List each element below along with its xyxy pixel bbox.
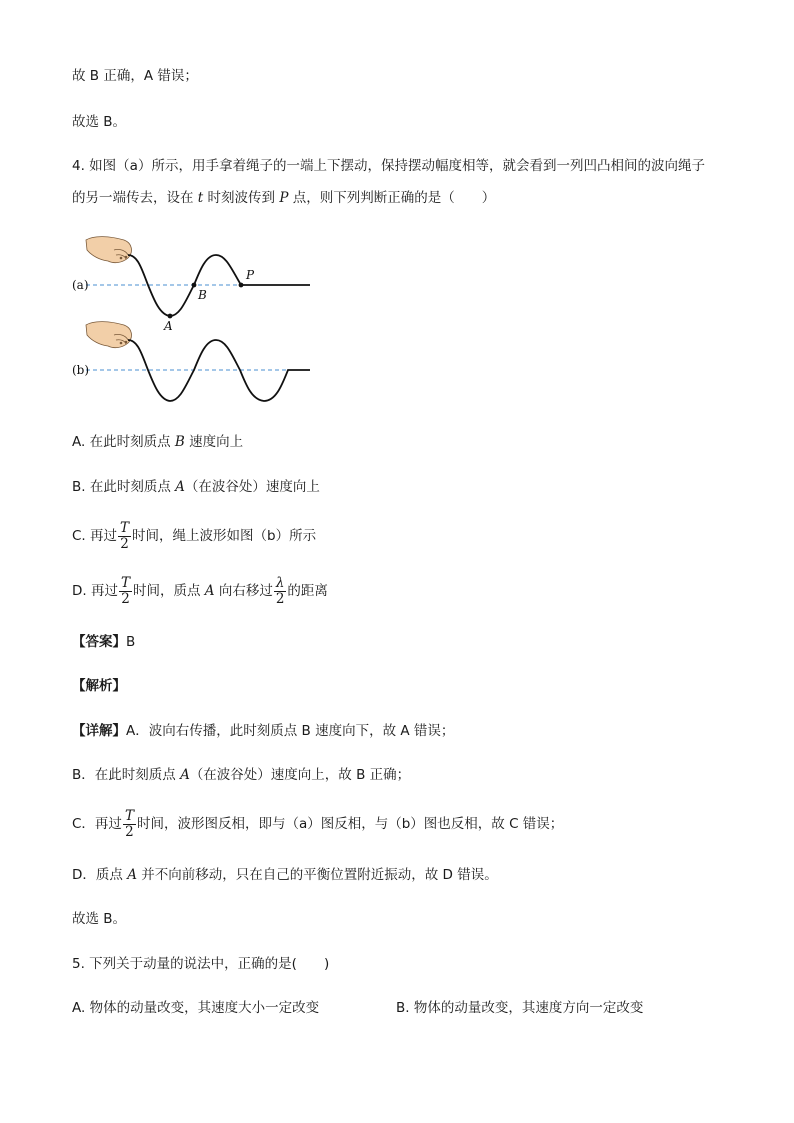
question-4-stem-line2 bbox=[72, 188, 495, 208]
analysis-text: 并不向前移动，只在自己的平衡位置附近振动，故 D 错误。 bbox=[136, 867, 498, 883]
hand-icon bbox=[86, 237, 131, 263]
option-text: 速度向上 bbox=[184, 434, 244, 450]
point-a-dot bbox=[168, 314, 173, 319]
var-a: A bbox=[175, 479, 185, 495]
option-text: 向右移过 bbox=[214, 583, 273, 599]
analysis-text: （在波谷处）速度向上，故 B 正确； bbox=[189, 767, 411, 783]
frac-den: 2 bbox=[120, 535, 129, 552]
text-line: 故 B 正确，A 错误； bbox=[72, 68, 198, 84]
frac-num: T bbox=[120, 519, 130, 536]
frac-num: T bbox=[124, 807, 134, 824]
option-text: A. 在此时刻质点 bbox=[72, 434, 175, 450]
var-a: A bbox=[180, 767, 190, 783]
detail-line-c bbox=[72, 806, 563, 842]
analysis-text: D．质点 bbox=[72, 867, 128, 883]
var-t: t bbox=[197, 190, 204, 206]
question-5-stem: 5. 下列关于动量的说法中，正确的是( ) bbox=[72, 956, 330, 972]
option-text: B. 在此时刻质点 bbox=[72, 479, 176, 495]
analysis-label: 【解析】 bbox=[72, 678, 126, 694]
label-b: B bbox=[198, 288, 207, 302]
figure-b bbox=[72, 322, 310, 401]
detail-line-a bbox=[72, 721, 454, 741]
option-text: 时间，绳上波形如图（b）所示 bbox=[132, 528, 317, 544]
option-b bbox=[72, 477, 320, 497]
point-b-dot bbox=[192, 283, 197, 288]
option-text: （在波谷处）速度向上 bbox=[184, 479, 320, 495]
stem-text: 的另一端传去，设在 bbox=[72, 190, 198, 206]
fraction-t-over-2 bbox=[118, 521, 131, 552]
figure-a-label: (a) bbox=[72, 278, 89, 292]
text-line: 故选 B。 bbox=[72, 114, 127, 130]
fraction-lambda-over-2 bbox=[274, 576, 287, 607]
frac-num: λ bbox=[275, 574, 285, 591]
question-4-stem-line1: 4. 如图（a）所示，用手拿着绳子的一端上下摆动，保持摆动幅度相等，就会看到一列凹凸相间的波向绳子 bbox=[72, 158, 705, 174]
detail-line-d bbox=[72, 865, 498, 885]
stem-text: 时刻波传到 bbox=[203, 190, 280, 206]
q5-option-a: A. 物体的动量改变，其速度大小一定改变 bbox=[72, 1000, 320, 1016]
analysis-text: C．再过 bbox=[72, 816, 122, 832]
wave-figure bbox=[68, 230, 328, 410]
fraction-t-over-2 bbox=[123, 809, 136, 840]
analysis-text: B．在此时刻质点 bbox=[72, 767, 181, 783]
fraction-t-over-2 bbox=[119, 576, 132, 607]
stem-text: 点，则下列判断正确的是（ ） bbox=[288, 190, 496, 206]
option-text: 的距离 bbox=[287, 583, 328, 599]
option-text: D. 再过 bbox=[72, 583, 118, 599]
var-a: A bbox=[204, 583, 215, 599]
figure-a bbox=[72, 237, 310, 333]
option-d bbox=[72, 573, 328, 609]
detail-label: 【详解】 bbox=[72, 723, 126, 739]
frac-num: T bbox=[120, 574, 130, 591]
hand-icon bbox=[86, 322, 131, 348]
detail-line-b bbox=[72, 765, 410, 785]
option-text: C. 再过 bbox=[72, 528, 118, 544]
analysis-text: 时间，波形图反相，即与（a）图反相，与（b）图也反相，故 C 错误； bbox=[136, 816, 564, 832]
answer-value: B bbox=[126, 634, 136, 650]
point-p-dot bbox=[239, 283, 244, 288]
frac-den: 2 bbox=[275, 590, 285, 607]
frac-den: 2 bbox=[121, 590, 130, 607]
answer-label: 【答案】 bbox=[72, 634, 126, 650]
analysis-text: A．波向右传播，此时刻质点 B 速度向下，故 A 错误； bbox=[126, 723, 455, 739]
option-a bbox=[72, 432, 243, 452]
var-p: P bbox=[279, 190, 289, 206]
var-a: A bbox=[127, 867, 137, 883]
q5-option-b: B. 物体的动量改变，其速度方向一定改变 bbox=[396, 1000, 644, 1016]
figure-b-label: (b) bbox=[72, 363, 90, 377]
analysis-conclusion: 故选 B。 bbox=[72, 911, 127, 927]
option-text: 时间，质点 bbox=[133, 583, 205, 599]
var-b: B bbox=[174, 434, 185, 450]
label-p: P bbox=[246, 268, 255, 282]
label-a: A bbox=[164, 319, 173, 333]
answer-line bbox=[72, 632, 135, 652]
option-c bbox=[72, 518, 316, 554]
frac-den: 2 bbox=[125, 823, 134, 840]
